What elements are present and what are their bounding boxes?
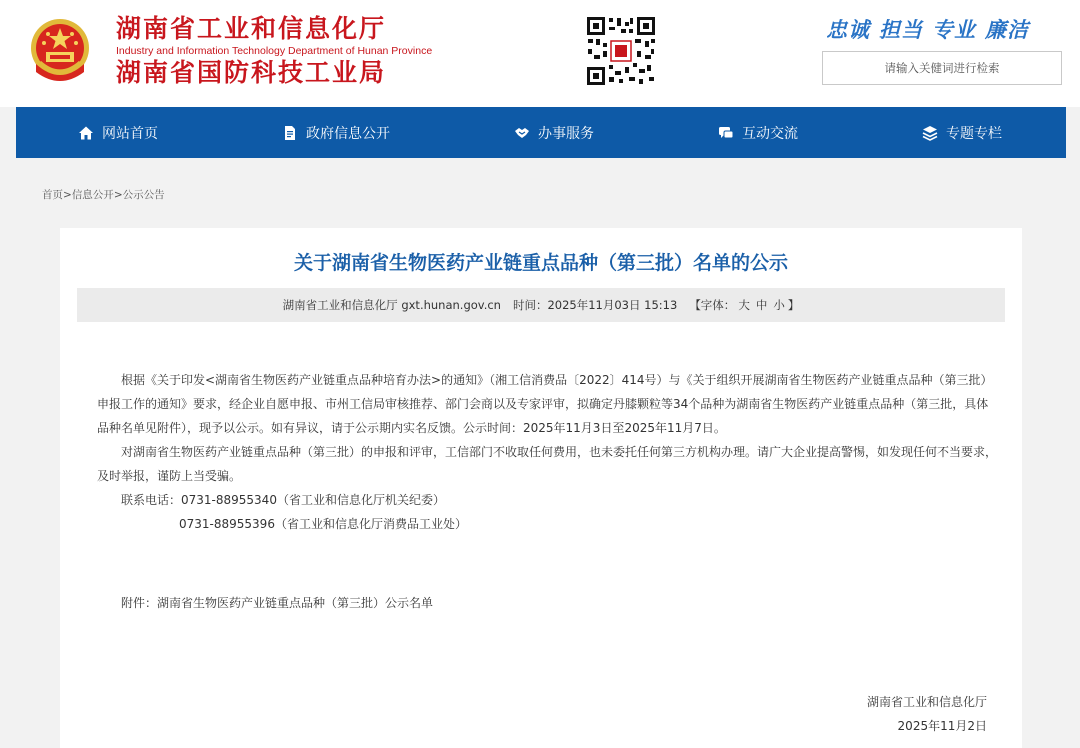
site-title-cn-primary: 湖南省工业和信息化厅 — [116, 14, 387, 43]
breadcrumb-separator: > — [113, 189, 123, 201]
article-time: 时间：2025年11月03日 15:13 — [512, 298, 678, 312]
nav-item-label: 政府信息公开 — [306, 125, 390, 142]
article-signature: 湖南省工业和信息化厅 — [866, 695, 987, 709]
article-source: 湖南省工业和信息化厅 gxt.hunan.gov.cn — [282, 298, 501, 312]
slogan-word: 忠诚 — [826, 18, 870, 42]
nav-item-topics[interactable] — [922, 123, 1002, 143]
nav-item-gov-info[interactable] — [282, 123, 390, 143]
nav-item-interaction[interactable] — [718, 123, 798, 143]
site-title-en: Industry and Information Technology Department of Hunan Province — [116, 45, 433, 57]
font-size-medium-button[interactable]: 中 — [755, 298, 768, 312]
nav-item-label: 互动交流 — [742, 125, 798, 142]
nav-item-home[interactable] — [78, 123, 158, 143]
home-icon — [78, 125, 94, 141]
layers-icon — [922, 125, 938, 141]
article-meta — [77, 288, 1005, 322]
article-paragraph: 对湖南省生物医药产业链重点品种（第三批）的申报和评审，工信部门不收取任何费用，也未委托任何第三方机构办理。请广大企业提高警惕，如发现任何不当要求，及时举报，谨防上当受骗。 — [97, 445, 998, 483]
national-emblem-icon — [26, 16, 94, 88]
breadcrumb-separator: > — [63, 189, 72, 201]
article — [60, 228, 1022, 748]
article-title: 关于湖南省生物医药产业链重点品种（第三批）名单的公示 — [293, 252, 788, 274]
article-signature-block — [867, 690, 987, 738]
contact-phone-2: 0731-88955396（省工业和信息化厅消费品工业处） — [179, 517, 467, 531]
slogan-word: 廉洁 — [985, 18, 1029, 42]
breadcrumb — [42, 187, 165, 202]
site-brand[interactable] — [116, 14, 432, 88]
article-paragraph: 根据《关于印发<湖南省生物医药产业链重点品种培育办法>的通知》（湘工信消费品〔2022〕414号）与《关于组织开展湖南省生物医药产业链重点品种（第三批）申报工作的通知》要求，经企业自愿申报、市州工信局审核推荐、部门会商以及专家评审，拟确定丹膝颗粒等34个品种为湖南省生物医药产业链重点品种（第三批，具体品种名单见附件），现予以公示。如有异议，请于公示期内实名反馈。公示时间：2025年11月3日至2025年11月7日。 — [97, 373, 993, 435]
slogan-word: 专业 — [932, 18, 976, 42]
contact-phone-1: 联系电话：0731-88955340（省工业和信息化厅机关纪委） — [121, 493, 445, 507]
attachment-link[interactable]: 附件：湖南省生物医药产业链重点品种（第三批）公示名单 — [121, 596, 434, 610]
slogan-word: 担当 — [879, 18, 923, 42]
breadcrumb-info-public[interactable]: 信息公开 — [71, 189, 114, 201]
site-header — [0, 0, 1080, 107]
breadcrumb-home[interactable]: 首页 — [42, 189, 63, 201]
font-size-small-button[interactable]: 小 — [773, 298, 785, 312]
handshake-icon — [514, 125, 530, 141]
site-title-cn-secondary: 湖南省国防科技工业局 — [116, 58, 387, 87]
breadcrumb-announcements[interactable]: 公示公告 — [122, 189, 165, 201]
font-size-label: 【字体： — [689, 298, 736, 312]
search-input[interactable]: 请输入关健词进行检索 — [822, 51, 1062, 85]
document-icon — [282, 125, 298, 141]
nav-item-label: 专题专栏 — [946, 125, 1002, 142]
nav-item-label: 办事服务 — [538, 125, 594, 142]
font-size-bracket: 】 — [787, 298, 800, 312]
qr-code-icon — [585, 15, 657, 87]
main-nav — [16, 107, 1066, 158]
nav-item-label: 网站首页 — [102, 125, 158, 142]
nav-item-services[interactable] — [514, 123, 594, 143]
article-body — [97, 368, 997, 536]
font-size-large-button[interactable]: 大 — [738, 298, 750, 312]
article-date: 2025年11月2日 — [897, 719, 987, 733]
chat-icon — [718, 125, 734, 141]
slogan — [826, 14, 1066, 44]
